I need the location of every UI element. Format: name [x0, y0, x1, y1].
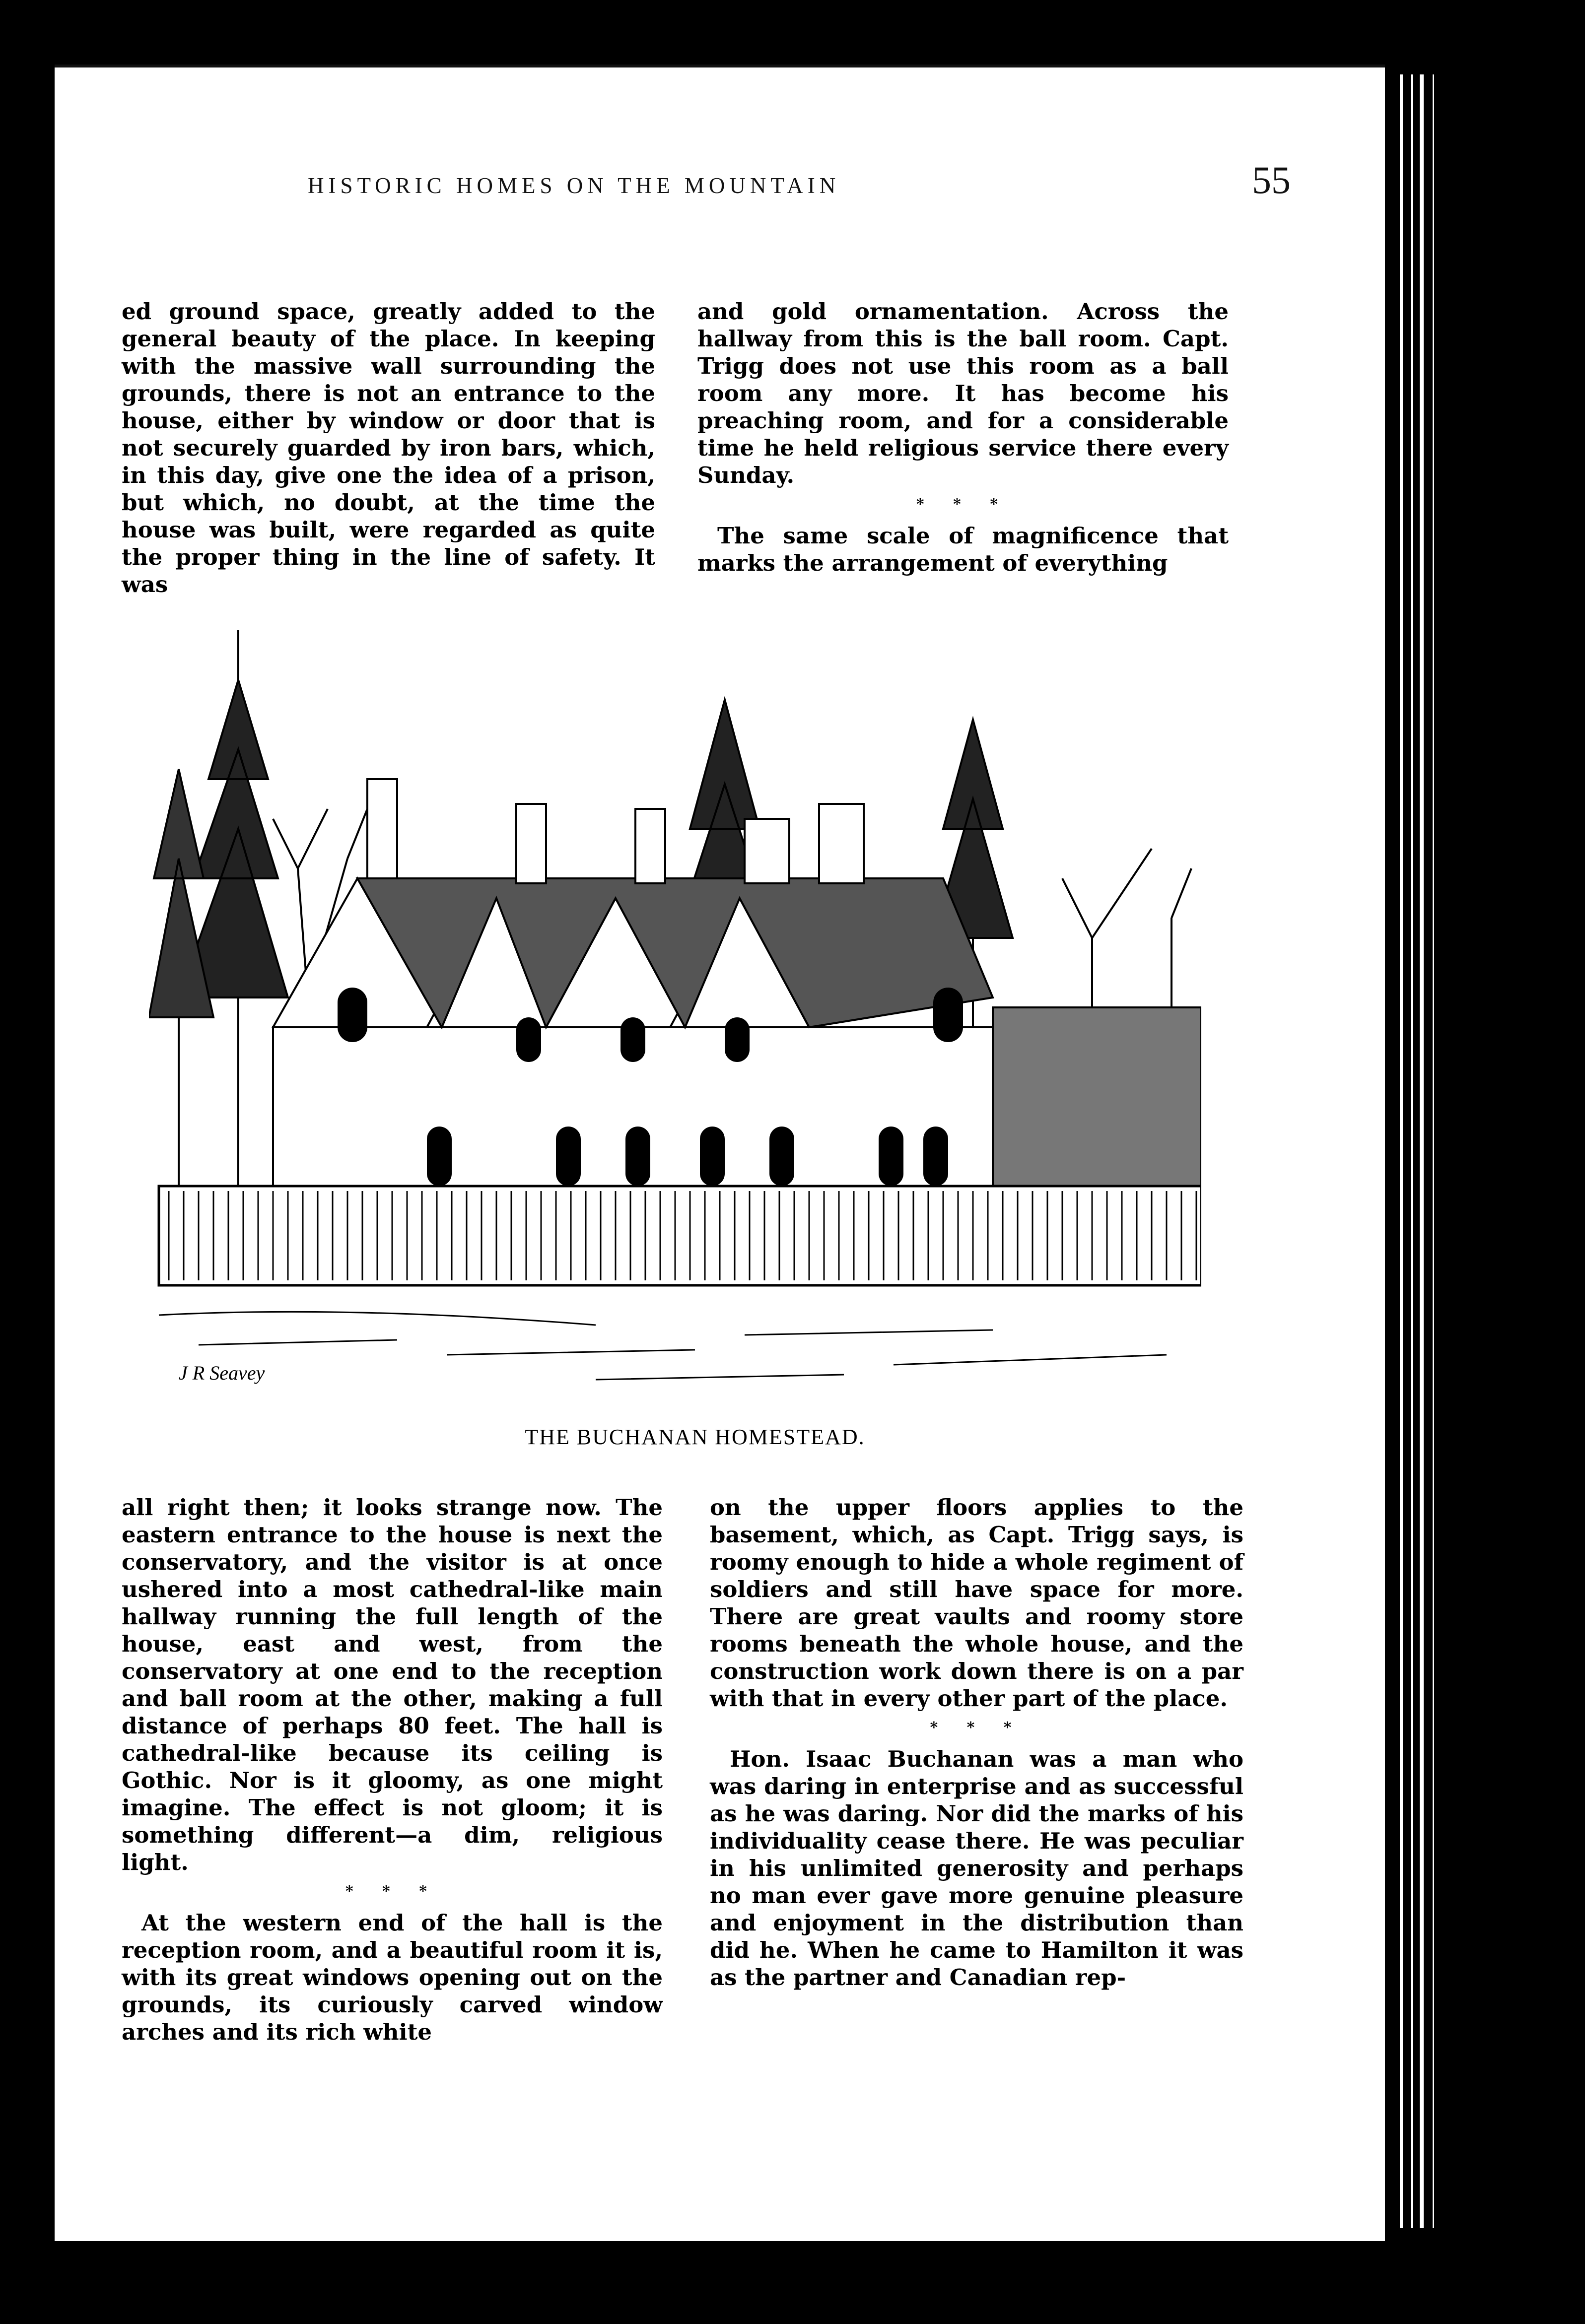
- top-left-column: [122, 298, 655, 598]
- paragraph: The same scale of magnificence that marks the arrangement of everything: [697, 523, 1229, 576]
- artist-signature: J R Seavey: [179, 1362, 265, 1384]
- paragraph: and gold ornamentation. Across the hallway from this is the ball room. Capt. Trigg does not use this room as a ball room any more. It has become his preaching room, and for a considerable time he held religious service there every Sunday.: [697, 298, 1229, 488]
- page-header: [308, 158, 1291, 212]
- illustration-caption: THE BUCHANAN HOMESTEAD.: [525, 1425, 865, 1449]
- running-title: HISTORIC HOMES ON THE MOUNTAIN: [308, 173, 840, 198]
- section-divider: * * *: [345, 1883, 439, 1900]
- paragraph: on the upper floors applies to the basement, which, as Capt. Trigg says, is roomy enough to hide a whole regiment of soldiers and still have space for more. There are great vaults and roomy store rooms beneath the whole house, and the construction work down there is on a par with that in every other part of the place.: [710, 1494, 1243, 1712]
- paragraph: At the western end of the hall is the reception room, and a beautiful room it is, with its great windows opening out on the grounds, its curiously carved window arches and its rich white: [122, 1910, 663, 2045]
- section-divider: * * *: [916, 496, 1010, 513]
- bottom-left-column: [122, 1494, 663, 2046]
- paragraph: Hon. Isaac Buchanan was a man who was daring in enterprise and as successful as he was daring. Nor did the marks of his individuality cease there. He was peculiar in his unlimited generosity and perhaps no man ever gave more genuine pleasure and enjoyment in the distribution than did he. When he came to Hamilton it was as the partner and Canadian rep-: [710, 1746, 1243, 1991]
- section-divider: * * *: [930, 1719, 1024, 1736]
- paragraph: all right then; it looks strange now. The eastern entrance to the house is next the conservatory, and the visitor is at once ushered into a most cathedral-like main hallway running the full length of the house, east and west, from the conservatory at one end to the reception and ball room at the other, making a full distance of perhaps 80 feet. The hall is cathedral-like because its ceiling is Gothic. Nor is it gloomy, as one might imagine. The effect is not gloom; it is something different—a dim, religious light.: [122, 1494, 663, 1875]
- book-edge: [1385, 74, 1445, 2228]
- paragraph: ed ground space, greatly added to the general beauty of the place. In keeping with the massive wall surrounding the grounds, there is not an entrance to the house, either by window or door that is not securely guarded by iron bars, which, in this day, give one the idea of a prison, but which, no doubt, at the time the house was built, were regarded as quite the proper thing in the line of safety. It was: [122, 298, 655, 598]
- bottom-right-column: [710, 1494, 1243, 1991]
- buchanan-homestead-illustration: [149, 620, 1201, 1399]
- top-right-column: [697, 298, 1229, 577]
- page-number: 55: [1252, 158, 1291, 201]
